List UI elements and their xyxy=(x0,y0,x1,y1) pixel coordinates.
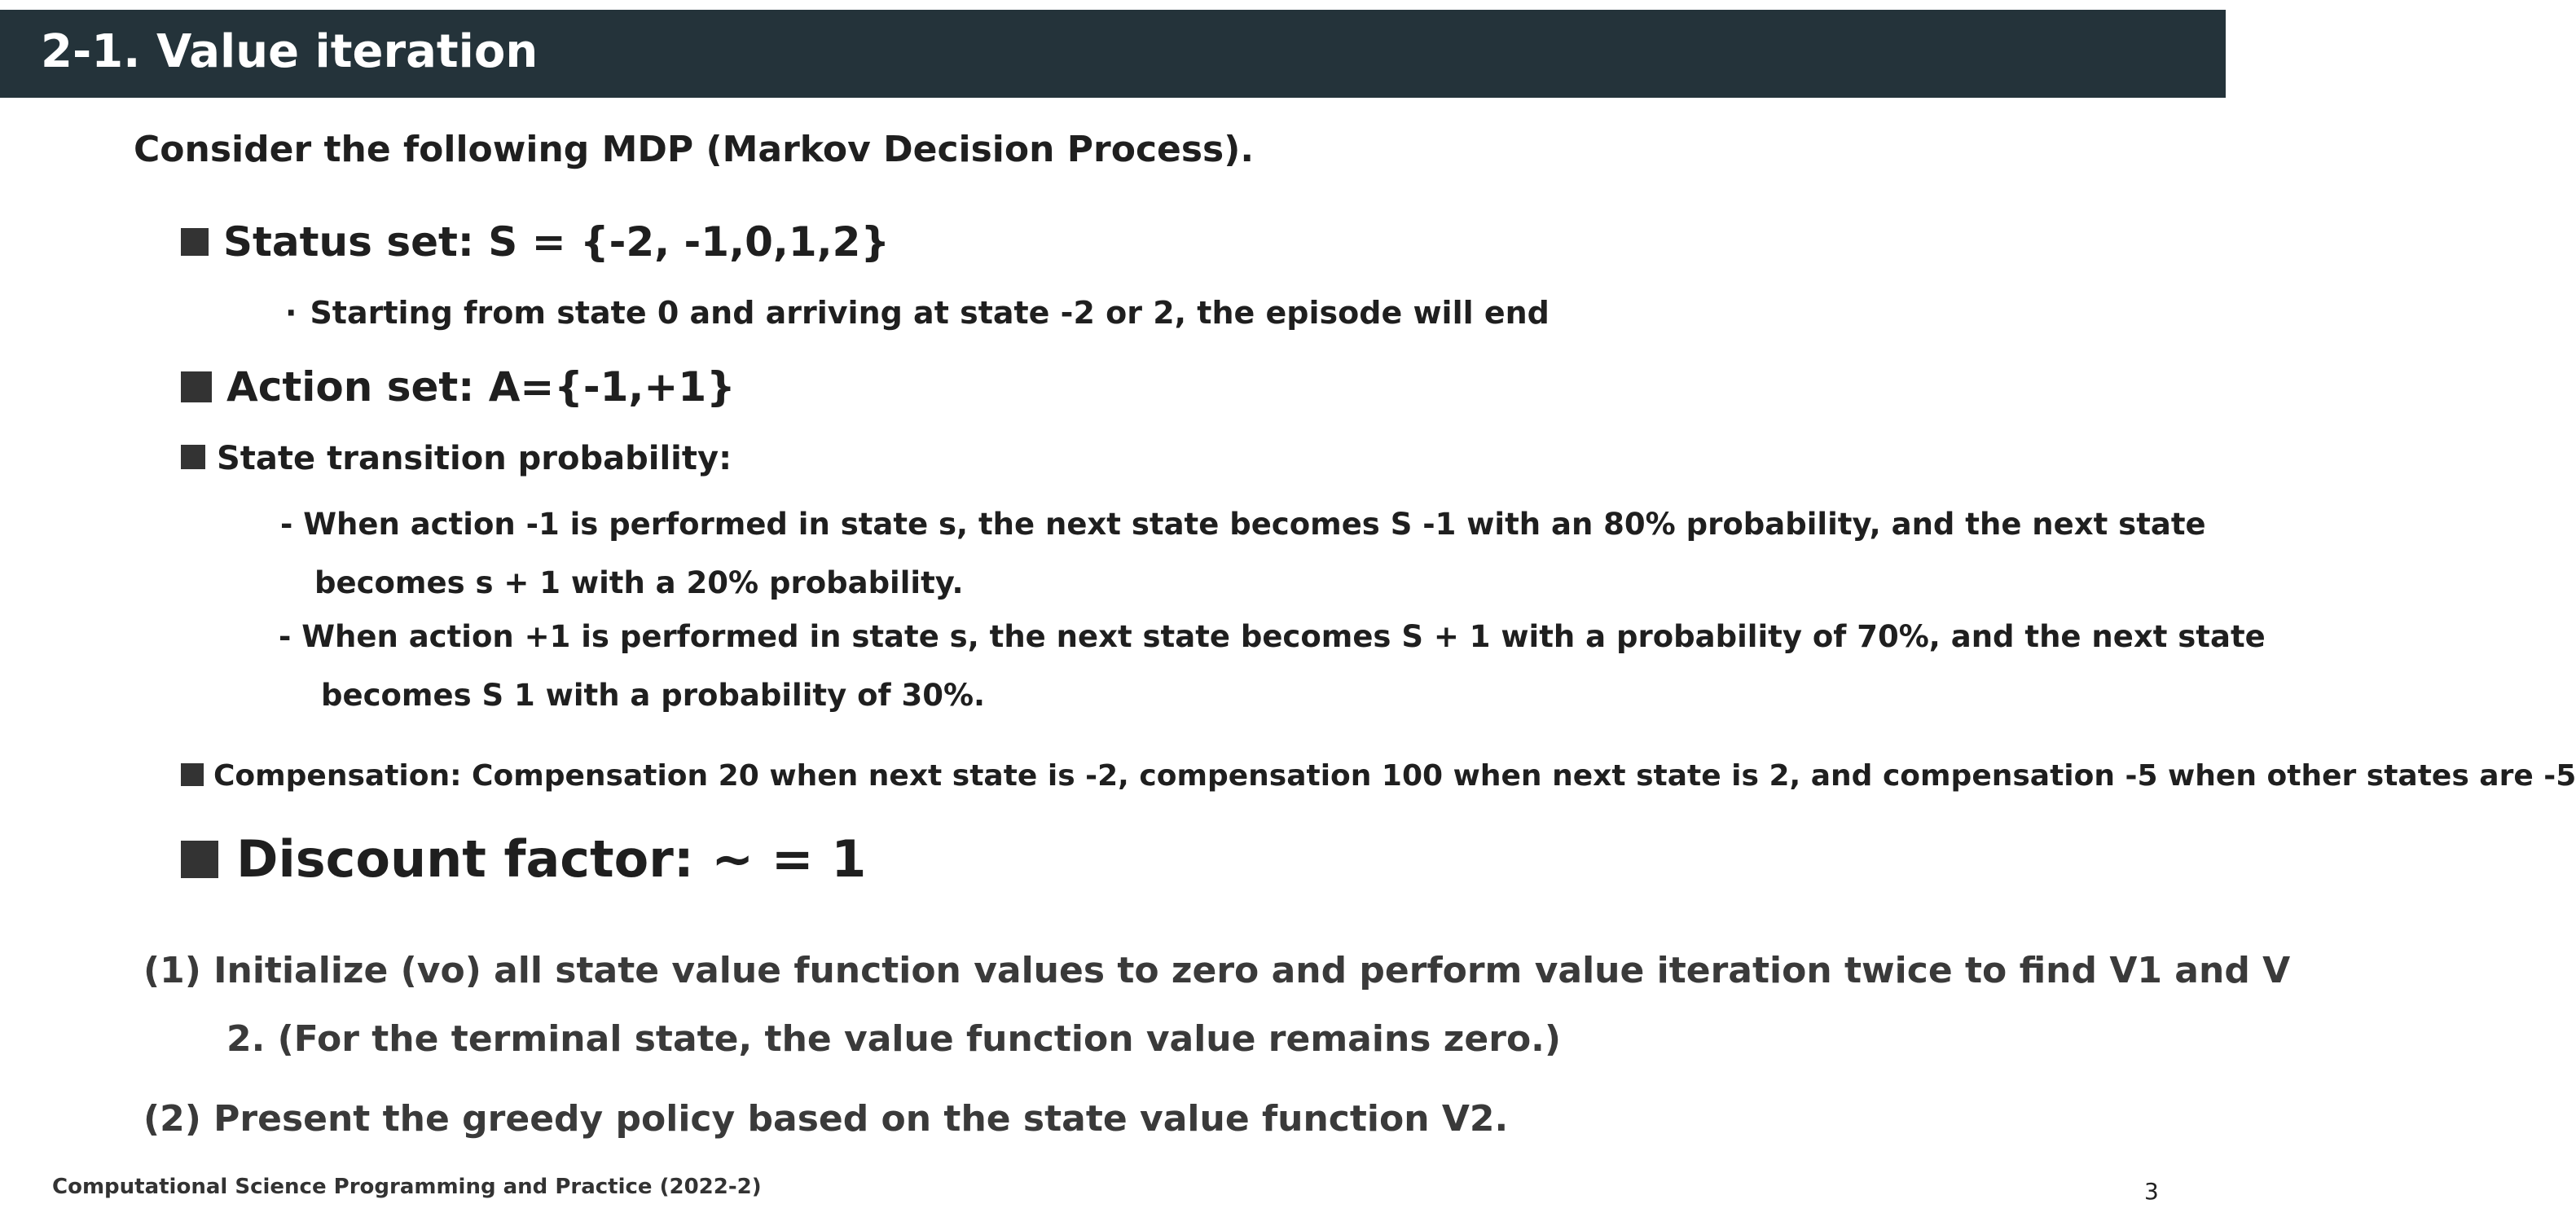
question2: (2) Present the greedy policy based on the state value function V2. xyxy=(143,1098,1509,1140)
intro-text: Consider the following MDP (Markov Decision Process). xyxy=(134,129,1255,170)
transition-item xyxy=(181,440,732,477)
dot-bullet: · xyxy=(285,295,297,331)
square-bullet-icon xyxy=(181,228,209,256)
slide-title: 2-1. Value iteration xyxy=(41,25,538,78)
status-set-item xyxy=(181,218,890,266)
action-set-item xyxy=(181,363,736,411)
square-bullet-icon xyxy=(181,841,218,878)
status-set-text: Status set: S = {-2, -1,0,1,2} xyxy=(223,218,890,266)
transition-title: State transition probability: xyxy=(217,440,732,477)
square-bullet-icon xyxy=(181,371,212,402)
transition-a-line1: - When action -1 is performed in state s, the next state becomes S -1 with an 80% probability, and the next state xyxy=(280,507,2206,542)
square-bullet-icon xyxy=(181,763,204,786)
discount-text: Discount factor: ~ = 1 xyxy=(236,829,867,889)
square-bullet-icon xyxy=(181,445,205,469)
status-note xyxy=(285,295,1550,331)
discount-item xyxy=(181,829,866,889)
compensation-item xyxy=(181,759,2576,793)
status-note-text: Starting from state 0 and arriving at state -2 or 2, the episode will end xyxy=(310,295,1550,331)
transition-b-line2: becomes S 1 with a probability of 30%. xyxy=(321,678,986,713)
transition-a-line2: becomes s + 1 with a 20% probability. xyxy=(314,565,964,600)
compensation-text: Compensation: Compensation 20 when next state is -2, compensation 100 when next state is 2, and compensation -5 when other states are -5 xyxy=(213,759,2576,793)
question1-line1: (1) Initialize (vo) all state value function values to zero and perform value iteration twice to find V1 and V xyxy=(143,950,2291,991)
transition-b-line1: - When action +1 is performed in state s, the next state becomes S + 1 with a probability of 70%, and the next state xyxy=(279,619,2266,654)
action-set-text: Action set: A={-1,+1} xyxy=(226,363,736,411)
question1-line2: 2. (For the terminal state, the value function value remains zero.) xyxy=(226,1018,1561,1060)
footer-course: Computational Science Programming and Practice (2022-2) xyxy=(52,1175,762,1199)
page-number: 3 xyxy=(2144,1178,2159,1205)
